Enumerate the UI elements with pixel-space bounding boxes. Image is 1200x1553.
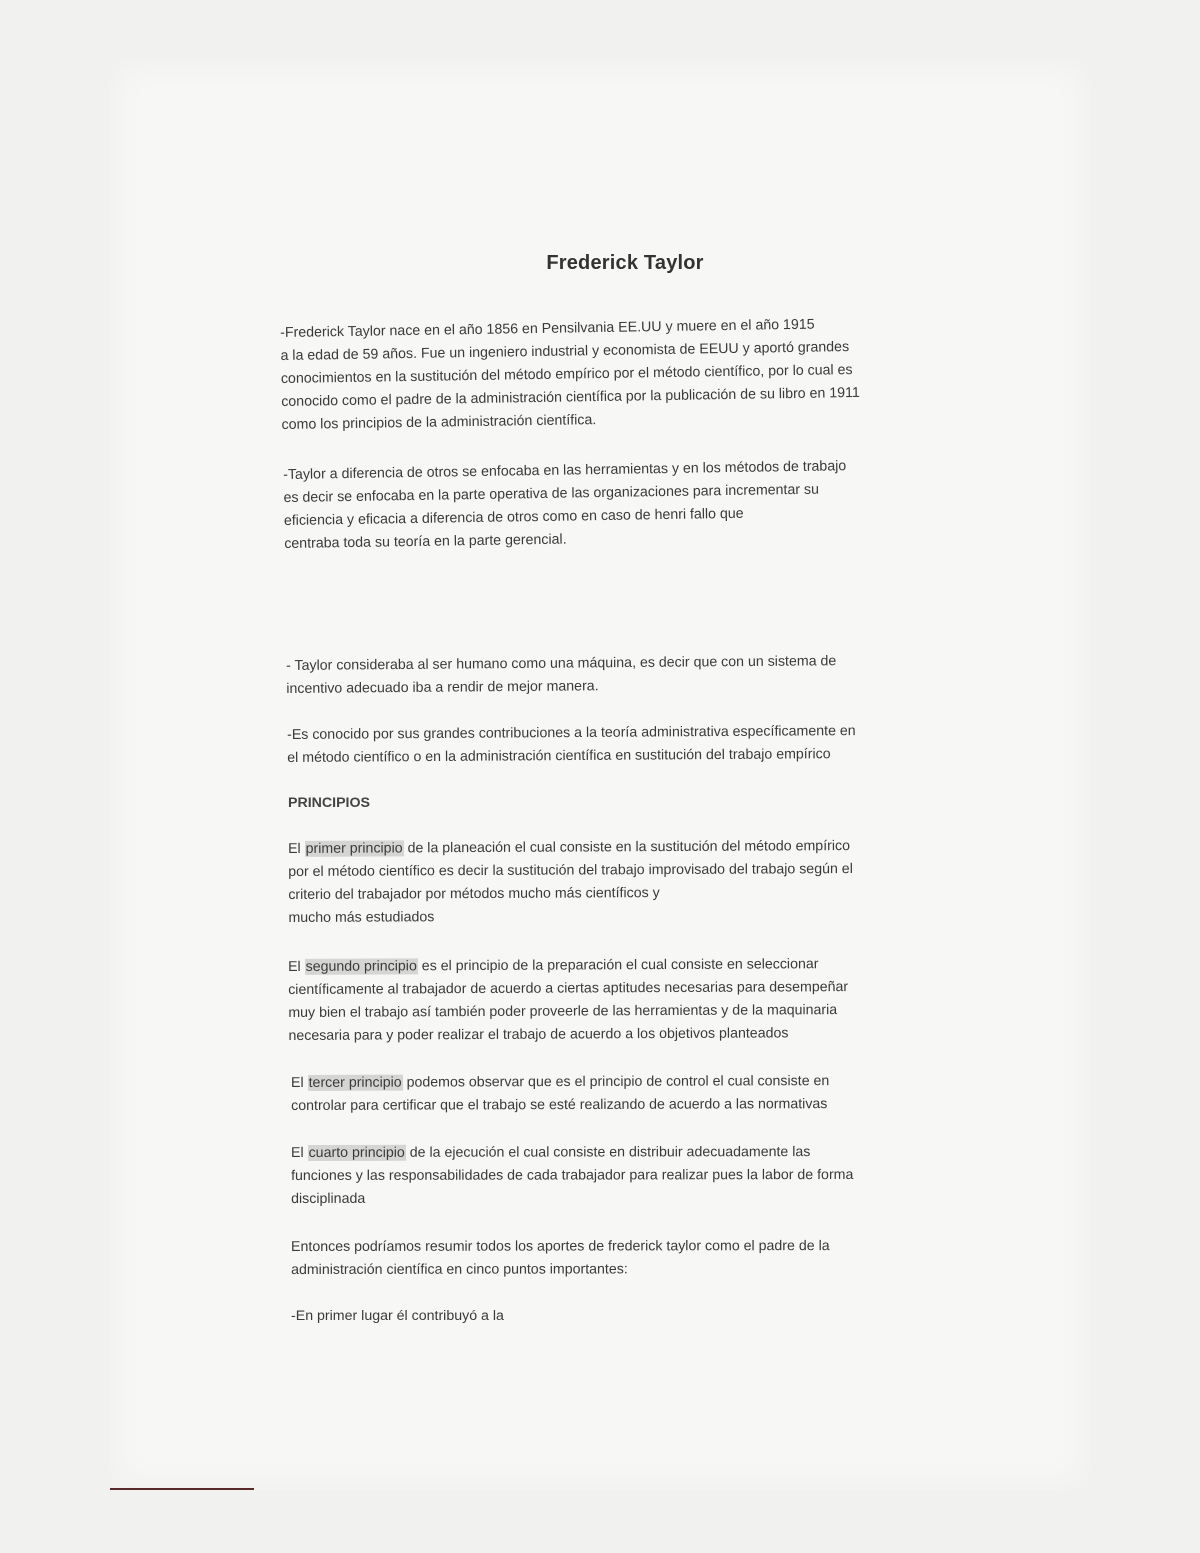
text-line: criterio del trabajador por métodos mucho más científicos y: [288, 885, 660, 903]
text-line: funciones y las responsabilidades de cada trabajador para realizar pues la labor de forma: [291, 1167, 854, 1184]
principle-rest: es el principio de la preparación el cual consiste en seleccionar: [417, 956, 819, 975]
text-line: -Taylor a diferencia de otros se enfocaba en las herramientas y en los métodos de trabajo: [283, 458, 847, 483]
highlighted-term: tercer principio: [308, 1074, 402, 1091]
text-line: como los principios de la administración científica.: [281, 412, 597, 433]
text-line: mucho más estudiados: [288, 909, 435, 926]
paragraph-human-machine: [286, 650, 837, 701]
text-line: [291, 1141, 853, 1165]
principle-1: [288, 835, 853, 930]
principle-2: [288, 953, 848, 1048]
bottom-rule: [110, 1488, 254, 1490]
text-line: muy bien el trabajo así también poder proveerle de las herramientas y de la maquinaria: [288, 1002, 838, 1021]
text-line: es decir se enfocaba en la parte operativa de las organizaciones para incrementar su: [283, 481, 820, 506]
principle-3: [291, 1070, 829, 1118]
text-line: -En primer lugar él contribuyó a la: [291, 1308, 504, 1324]
highlighted-term: primer principio: [305, 840, 403, 857]
text-line: administración científica en cinco puntos importantes:: [291, 1261, 628, 1278]
document-title: Frederick Taylor: [546, 252, 704, 274]
paragraph-contributions: [287, 720, 856, 770]
text-line: [288, 835, 853, 861]
text-line: -Frederick Taylor nace en el año 1856 en Pensilvania EE.UU y muere en el año 1915: [280, 316, 815, 341]
principle-rest: de la planeación el cual consiste en la sustitución del método empírico: [403, 838, 851, 857]
principle-lead: El: [291, 1144, 308, 1161]
paragraph-summary: [291, 1235, 830, 1282]
paragraph-first-point: [291, 1305, 504, 1328]
text-line: necesaria para y poder realizar el trabajo de acuerdo a los objetivos planteados: [288, 1025, 789, 1044]
highlighted-term: cuarto principio: [308, 1144, 405, 1161]
text-line: centraba toda su teoría en la parte gerencial.: [284, 531, 567, 552]
highlighted-term: segundo principio: [305, 958, 417, 975]
text-line: conocimientos en la sustitución del método empírico por el método científico, por lo cual es: [280, 362, 853, 387]
text-line: - Taylor consideraba al ser humano como una máquina, es decir que con un sistema de: [286, 653, 837, 674]
text-line: [288, 953, 848, 979]
section-heading-principios: PRINCIPIOS: [288, 795, 370, 811]
principle-lead: El: [291, 1074, 308, 1091]
principle-rest: podemos observar que es el principio de control el cual consiste en: [402, 1073, 830, 1091]
text-line: [291, 1070, 829, 1095]
text-line: por el método científico es decir la sustitución del trabajo improvisado del trabajo según el: [288, 861, 853, 880]
text-line: Entonces podríamos resumir todos los aportes de frederick taylor como el padre de la: [291, 1238, 830, 1255]
text-line: el método científico o en la administración científica en sustitución del trabajo empírico: [287, 746, 831, 766]
text-line: disciplinada: [291, 1190, 366, 1207]
text-line: controlar para certificar que el trabajo se esté realizando de acuerdo a las normativas: [291, 1096, 828, 1114]
text-line: a la edad de 59 años. Fue un ingeniero industrial y economista de EEUU y aportó grandes: [280, 339, 850, 364]
principle-4: [291, 1141, 853, 1211]
paragraph-biography: [280, 313, 860, 437]
text-line: científicamente al trabajador de acuerdo a ciertas aptitudes necesarias para desempeñar: [288, 979, 849, 998]
principle-rest: de la ejecución el cual consiste en distribuir adecuadamente las: [405, 1144, 811, 1161]
text-line: eficiencia y eficacia a diferencia de otros como en caso de henri fallo que: [283, 505, 744, 529]
text-line: conocido como el padre de la administración científica por la publicación de su libro en 1911: [281, 384, 860, 410]
text-line: -Es conocido por sus grandes contribuciones a la teoría administrativa específicamente en: [287, 723, 856, 743]
paragraph-focus: [283, 455, 847, 556]
principle-lead: El: [288, 958, 305, 975]
principle-lead: El: [288, 840, 305, 857]
text-line: incentivo adecuado iba a rendir de mejor manera.: [286, 678, 599, 697]
